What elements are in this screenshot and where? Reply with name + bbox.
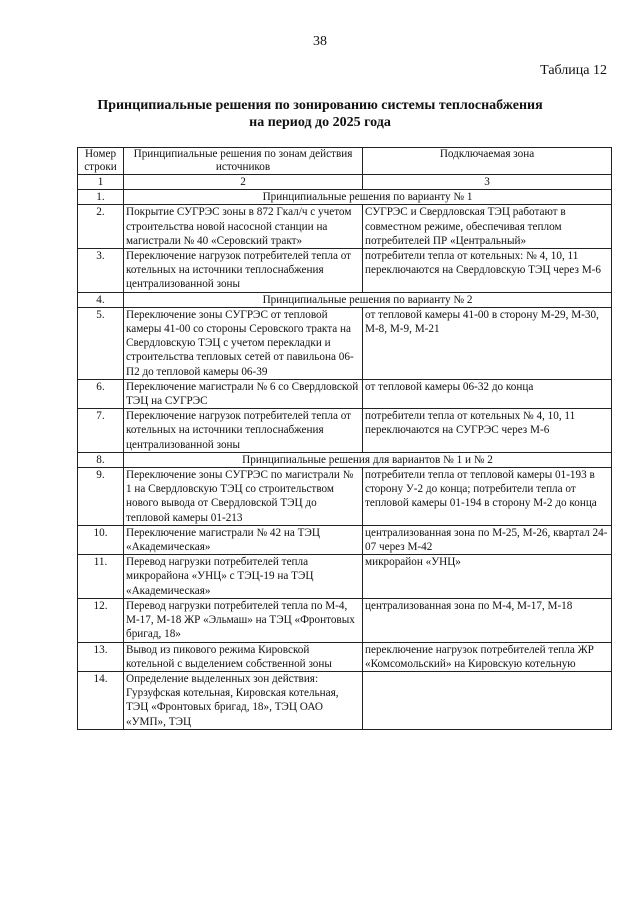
decision-cell: Перевод нагрузки потребителей тепла по М-4, М-17, М-18 ЖР «Эльмаш» на ТЭЦ «Фронтовых бригад, 18» xyxy=(124,598,363,642)
row-number: 1. xyxy=(78,190,124,205)
table-row xyxy=(78,671,612,729)
zone-cell: потребители тепла от тепловой камеры 01-193 в сторону У-2 до конца; потребители тепла от тепловой камеры 01-194 в сторону М-2 до конца xyxy=(363,468,612,526)
decision-cell: Покрытие СУГРЭС зоны в 872 Гкал/ч с учетом строительства новой насосной станции на магистрали № 40 «Серовский тракт» xyxy=(124,205,363,249)
zone-cell: СУГРЭС и Свердловская ТЭЦ работают в совместном режиме, обеспечивая теплом потребителей ПР «Центральный» xyxy=(363,205,612,249)
decision-cell: Переключение нагрузок потребителей тепла от котельных на источники теплоснабжения централизованной зоны xyxy=(124,249,363,293)
zone-cell xyxy=(363,671,612,729)
row-number: 4. xyxy=(78,292,124,307)
row-number: 9. xyxy=(78,468,124,526)
header-connected-zone: Подключаемая зона xyxy=(363,148,612,175)
table-header-row xyxy=(78,148,612,175)
table-row xyxy=(78,307,612,379)
table-row xyxy=(78,642,612,671)
title-line-2: на период до 2025 года xyxy=(249,115,391,130)
row-number: 5. xyxy=(78,307,124,379)
table-row xyxy=(78,555,612,599)
decision-cell: Переключение магистрали № 42 на ТЭЦ «Академическая» xyxy=(124,525,363,554)
zoning-decisions-table xyxy=(77,147,612,730)
section-heading: Принципиальные решения по варианту № 1 xyxy=(124,190,612,205)
decision-cell: Переключение зоны СУГРЭС от тепловой камеры 41-00 со стороны Серовского тракта на Свердловскую ТЭЦ с учетом перекладки и строительства тепловых сетей от павильона 06-П2 до тепловой камеры 06-39 xyxy=(124,307,363,379)
column-index-row xyxy=(78,175,612,190)
section-heading: Принципиальные решения по варианту № 2 xyxy=(124,292,612,307)
table-row xyxy=(78,598,612,642)
section-row xyxy=(78,452,612,467)
row-number: 14. xyxy=(78,671,124,729)
index-cell: 2 xyxy=(124,175,363,190)
decision-cell: Переключение магистрали № 6 со Свердловской ТЭЦ на СУГРЭС xyxy=(124,379,363,408)
zone-cell: от тепловой камеры 06-32 до конца xyxy=(363,379,612,408)
decision-cell: Переключение нагрузок потребителей тепла от котельных на источники теплоснабжения централизованной зоны xyxy=(124,409,363,453)
decision-cell: Определение выделенных зон действия: Гурзуфская котельная, Кировская котельная, ТЭЦ «Фронтовых бригад, 18», ТЭЦ ОАО «УМП», ТЭЦ xyxy=(124,671,363,729)
title-line-1: Принципиальные решения по зонированию системы теплоснабжения xyxy=(97,98,543,113)
header-row-number: Номер строки xyxy=(78,148,124,175)
header-decisions: Принципиальные решения по зонам действия источников xyxy=(124,148,363,175)
page-number: 38 xyxy=(313,34,327,49)
section-row xyxy=(78,292,612,307)
zone-cell: централизованная зона по М-25, М-26, квартал 24-07 через М-42 xyxy=(363,525,612,554)
zone-cell: переключение нагрузок потребителей тепла ЖР «Комсомольский» на Кировскую котельную xyxy=(363,642,612,671)
row-number: 11. xyxy=(78,555,124,599)
decision-cell: Переключение зоны СУГРЭС по магистрали № 1 на Свердловскую ТЭЦ со строительством нового вывода от Свердловской ТЭЦ до тепловой камеры 01-213 xyxy=(124,468,363,526)
zone-cell: от тепловой камеры 41-00 в сторону М-29, М-30, М-8, М-9, М-21 xyxy=(363,307,612,379)
row-number: 7. xyxy=(78,409,124,453)
zone-cell: потребители тепла от котельных № 4, 10, 11 переключаются на СУГРЭС через М-6 xyxy=(363,409,612,453)
table-label: Таблица 12 xyxy=(540,63,607,78)
table-row xyxy=(78,379,612,408)
zone-cell: потребители тепла от котельных: № 4, 10, 11 переключаются на Свердловскую ТЭЦ через М-6 xyxy=(363,249,612,293)
row-number: 6. xyxy=(78,379,124,408)
row-number: 8. xyxy=(78,452,124,467)
table-row xyxy=(78,249,612,293)
section-heading: Принципиальные решения для вариантов № 1 и № 2 xyxy=(124,452,612,467)
table-row xyxy=(78,468,612,526)
document-title xyxy=(60,97,580,131)
table-row xyxy=(78,205,612,249)
row-number: 13. xyxy=(78,642,124,671)
row-number: 2. xyxy=(78,205,124,249)
table-row xyxy=(78,525,612,554)
index-cell: 1 xyxy=(78,175,124,190)
table-row xyxy=(78,409,612,453)
row-number: 3. xyxy=(78,249,124,293)
decision-cell: Вывод из пикового режима Кировской котельной с выделением собственной зоны xyxy=(124,642,363,671)
zone-cell: централизованная зона по М-4, М-17, М-18 xyxy=(363,598,612,642)
decision-cell: Перевод нагрузки потребителей тепла микрорайона «УНЦ» с ТЭЦ-19 на ТЭЦ «Академическая» xyxy=(124,555,363,599)
zone-cell: микрорайон «УНЦ» xyxy=(363,555,612,599)
section-row xyxy=(78,190,612,205)
index-cell: 3 xyxy=(363,175,612,190)
row-number: 10. xyxy=(78,525,124,554)
row-number: 12. xyxy=(78,598,124,642)
